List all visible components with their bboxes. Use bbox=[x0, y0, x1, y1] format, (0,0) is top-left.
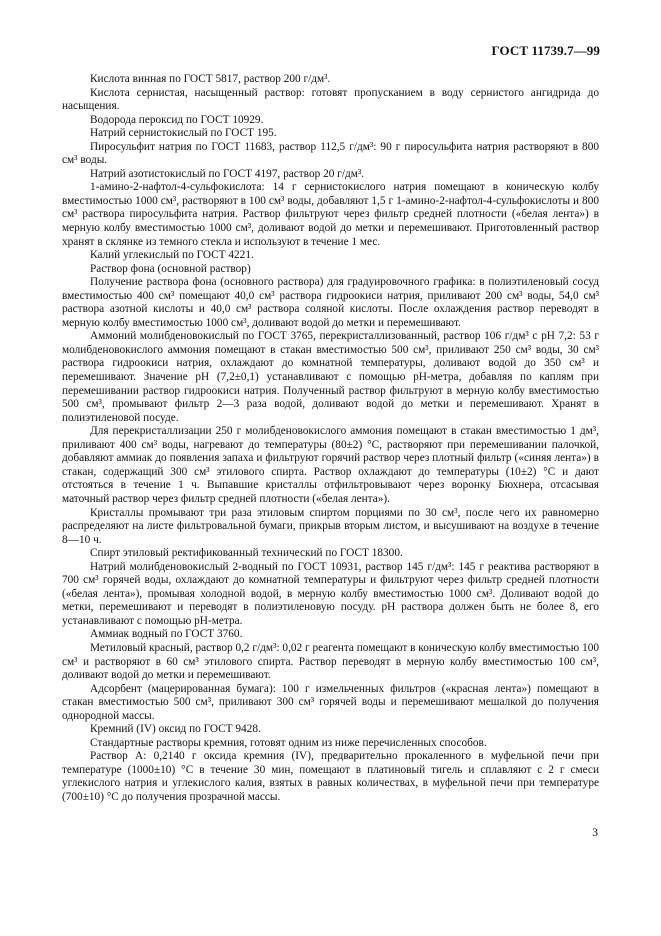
paragraph: Аммиак водный по ГОСТ 3760. bbox=[90, 628, 243, 641]
paragraph: Адсорбент (мацерированная бумага): 100 г измельченных фильтров («красная лента») помещают в стакан вместимостью 500 см³, приливают 300 см³ горячей воды и перемешивают мешалкой до получения однородной массы. bbox=[62, 682, 599, 722]
paragraph: Метиловый красный, раствор 0,2 г/дм³: 0,02 г реагента помещают в коническую колбу вместимостью 100 см³ и растворяют в 60 см³ этилового спирта. Раствор переводят в мерную колбу вместимостью 100 см³, доливают водой до метки и перемешивают. bbox=[62, 641, 600, 682]
page-number: 3 bbox=[592, 827, 598, 839]
paragraph: Для перекристаллизации 250 г молибденовокислого аммония помещают в стакан вместимостью 1 дм³, приливают 400 см³ воды, нагревают до температуры (80±2) °C, растворяют при перемешивании палочкой, добавляют аммиак до появления запаха и фильтруют горячий раствор через плотный фильтр («синяя лента») в стакан, содержащий 300 см³ этилового спирта. Раствор охлаждают до температуры (10±2) °C и дают отстояться в течение 1 ч. Выпавшие кристаллы отфильтровывают через воронку Бюхнера, отсасывая маточный раствор через фильтр средней плотности («белая лента»). bbox=[62, 425, 599, 505]
document-body bbox=[62, 73, 599, 805]
paragraph: Натрий молибденовокислый 2-водный по ГОСТ 10931, раствор 145 г/дм³: 145 г реактива растворяют в 700 см³ горячей воды, охлаждают до комнатной температуры и фильтруют через фильтр средней плотности («белая лента»), промывая холодной водой, в мерную колбу вместимостью 1000 см³. Доливают водой до метки, перемешивают и переводят в полиэтиленовую посуду. pH раствора должен быть не более 8, его устанавливают с помощью pH-метра. bbox=[62, 560, 599, 627]
standard-code-header: ГОСТ 11739.7—99 bbox=[491, 43, 600, 58]
paragraph: Получение раствора фона (основного раствора) для градуировочного графика: в полиэтиленовый сосуд вместимостью 400 см³ помещают 40,0 см³ раствора гидроокиси натрия, приливают 200 см³ воды, 54,0 см³ раствора азотной кислоты и 40,0 см³ раствора соляной кислоты. После охлаждения раствор переводят в мерную колбу вместимостью 1000 см³, доливают водой до метки и перемешивают. bbox=[62, 276, 599, 329]
paragraph: Калий углекислый по ГОСТ 4221. bbox=[90, 249, 254, 262]
paragraph: Кислота винная по ГОСТ 5817, раствор 200 г/дм³. bbox=[90, 73, 331, 85]
paragraph: Раствор А: 0,2140 г оксида кремния (IV), предварительно прокаленного в муфельной печи при температуре (1000±10) °C в течение 30 мин, помещают в платиновый тигель и сплавляют с 2 г смеси углекислого натрия и углекислого калия, взятых в равных количествах, в муфельной печи при температуре (700±10) °C до получения прозрачной массы. bbox=[62, 750, 599, 803]
paragraph: Аммоний молибденовокислый по ГОСТ 3765, перекристаллизованный, раствор 106 г/дм³ с pH 7,2: 53 г молибденовокислого аммония помещают в стакан вместимостью 500 см³, приливают 250 см³ воды, 30 см³ раствора гидроокиси натрия, охлаждают до комнатной температуры, доливают водой до 350 см³ и перемешивают. Значение pH (7,2±0,1) устанавливают с помощью pH-метра, добавляя по каплям при перемешивании раствор гидроокиси натрия. Полученный раствор фильтруют в мерную колбу вместимостью 500 см³, промывают фильтр 2—3 раза водой, доливают водой до метки и перемешивают. Хранят в полиэтиленовой посуде. bbox=[62, 330, 599, 424]
paragraph: Пиросульфит натрия по ГОСТ 11683, раствор 112,5 г/дм³: 90 г пиросульфита натрия растворяют в 800 см³ воды. bbox=[62, 140, 599, 167]
paragraph: Стандартные растворы кремния, готовят одним из ниже перечисленных способов. bbox=[90, 736, 487, 749]
paragraph: Кислота сернистая, насыщенный раствор: готовят пропусканием в воду сернистого ангидрида до насыщения. bbox=[62, 86, 599, 113]
paragraph: Кремний (IV) оксид по ГОСТ 9428. bbox=[90, 723, 261, 736]
paragraph: Спирт этиловый ректификованный технический по ГОСТ 18300. bbox=[90, 547, 403, 560]
paragraph: Натрий азотистокислый по ГОСТ 4197, раствор 20 г/дм³. bbox=[90, 167, 365, 180]
paragraph: Раствор фона (основной раствор) bbox=[90, 262, 251, 275]
paragraph: Водорода пероксид по ГОСТ 10929. bbox=[90, 113, 264, 126]
paragraph: 1-амино-2-нафтол-4-сульфокислота: 14 г сернистокислого натрия помещают в коническую колбу вместимостью 1000 см³, растворяют в 100 см³ воды, добавляют 1,5 г 1-амино-2-нафтол-4-сульфокислоты и 800 см³ раствора пиросульфита натрия. Раствор фильтруют через фильтр средней плотности («белая лента») в мерную колбу вместимостью 1000 см³, доливают водой до метки и перемешивают. Приготовленный раствор хранят в склянке из темного стекла и используют в течение 1 мес. bbox=[62, 181, 599, 248]
paragraph: Кристаллы промывают три раза этиловым спиртом порциями по 30 см³, после чего их равномерно распределяют на листе фильтровальной бумаги, прикрыв вторым листом, и высушивают на воздухе в течение 8—10 ч. bbox=[62, 506, 599, 546]
paragraph: Натрий сернистокислый по ГОСТ 195. bbox=[90, 127, 277, 140]
